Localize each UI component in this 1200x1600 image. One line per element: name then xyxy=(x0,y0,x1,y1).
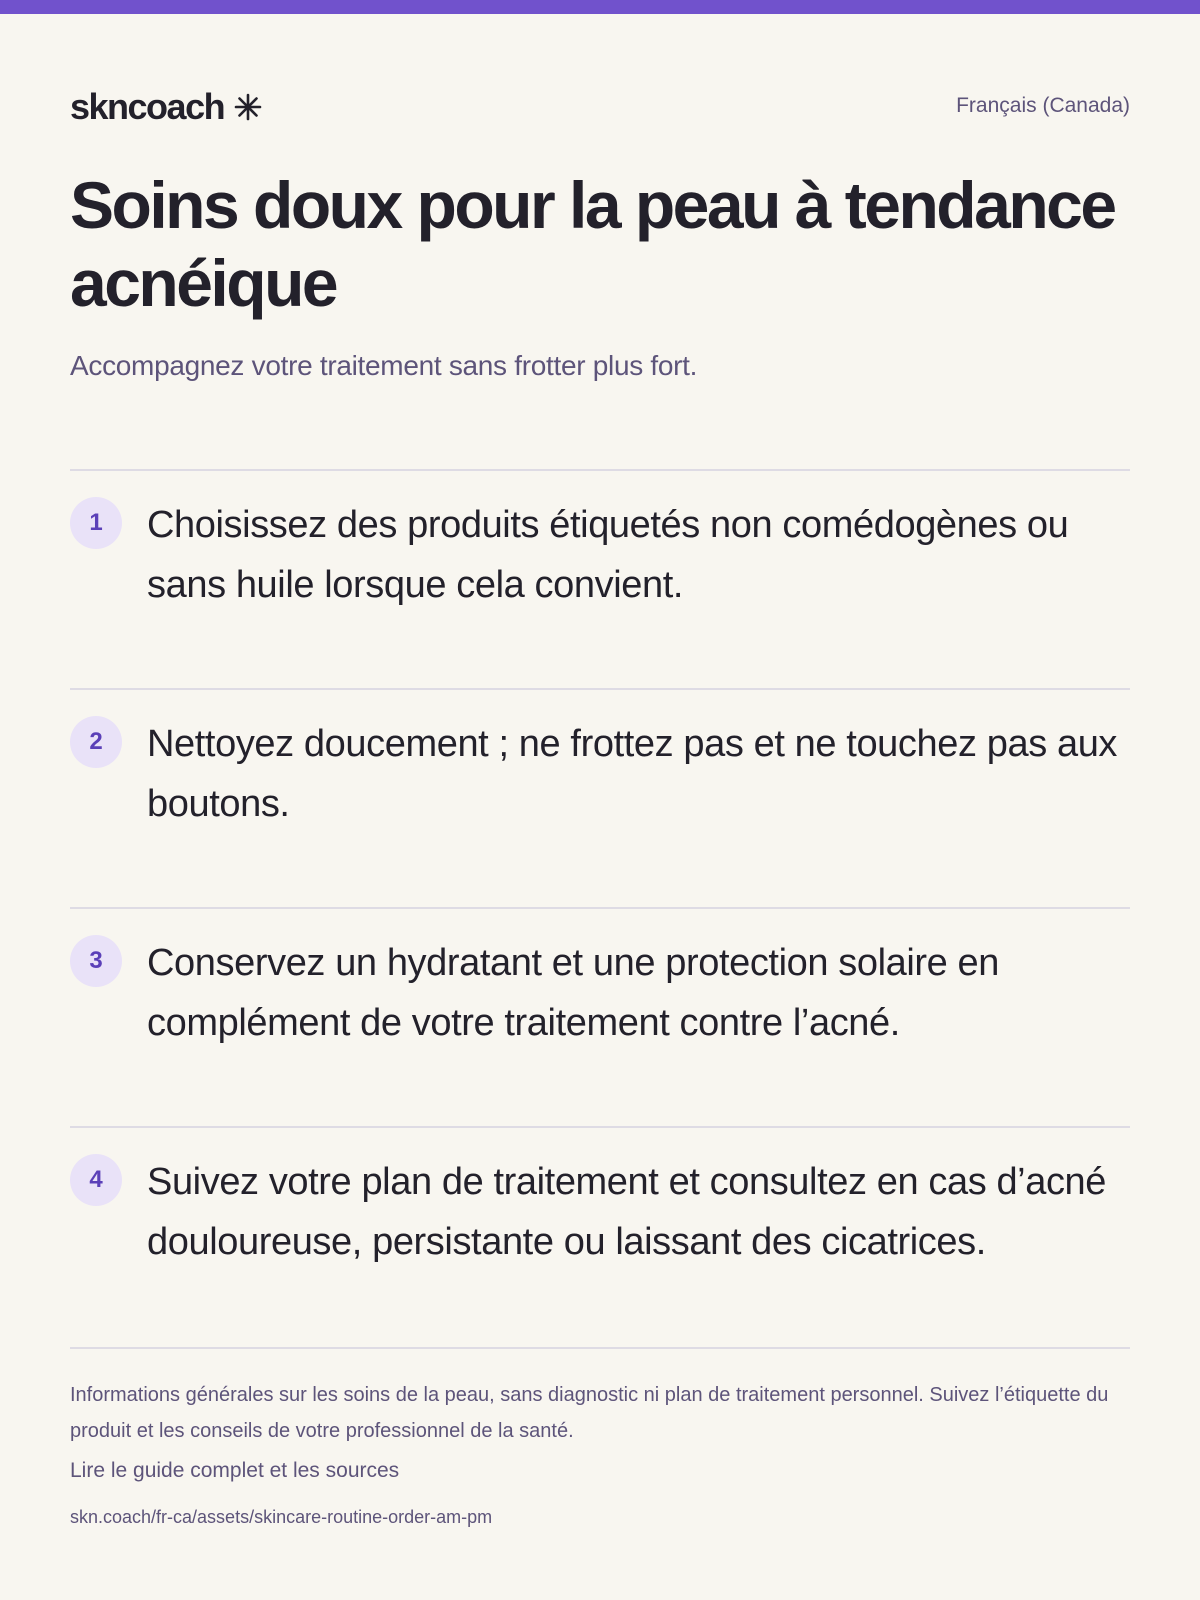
locale-selector[interactable]: Français (Canada) xyxy=(956,94,1130,117)
footer xyxy=(70,1347,1130,1527)
disclaimer-text: Informations générales sur les soins de la peau, sans diagnostic ni plan de traitement personnel. Suivez l’étiquette du produit et les conseils de votre professionnel de la santé. xyxy=(70,1384,1109,1442)
top-accent-bar xyxy=(0,0,1200,14)
step-item xyxy=(70,1126,1130,1345)
step-text: Nettoyez doucement ; ne frottez pas et ne touchez pas aux boutons. xyxy=(147,723,1118,825)
step-text: Suivez votre plan de traitement et consultez en cas d’acné douloureuse, persistante ou laissant des cicatrices. xyxy=(147,1161,1107,1263)
step-text: Conservez un hydratant et une protection solaire en complément de votre traitement contre l’acné. xyxy=(147,942,1000,1044)
step-number-badge: 1 xyxy=(70,497,122,549)
step-number-badge: 3 xyxy=(70,935,122,987)
brand-name: skncoach xyxy=(70,86,225,127)
step-number-badge: 2 xyxy=(70,716,122,768)
full-guide-link[interactable]: Lire le guide complet et les sources xyxy=(70,1459,400,1482)
step-item xyxy=(70,688,1130,907)
header xyxy=(70,82,1130,132)
source-url: skn.coach/fr-ca/assets/skincare-routine-order-am-pm xyxy=(70,1507,493,1527)
asterisk-icon xyxy=(234,93,262,121)
step-item xyxy=(70,907,1130,1126)
step-item xyxy=(70,469,1130,688)
step-number-badge: 4 xyxy=(70,1154,122,1206)
page-title: Soins doux pour la peau à tendance acnéique xyxy=(70,168,1115,320)
steps-list xyxy=(70,469,1130,1345)
page-subtitle: Accompagnez votre traitement sans frotter plus fort. xyxy=(70,350,698,381)
brand-logo[interactable] xyxy=(70,86,262,128)
step-text: Choisissez des produits étiquetés non comédogènes ou sans huile lorsque cela convient. xyxy=(147,504,1069,606)
